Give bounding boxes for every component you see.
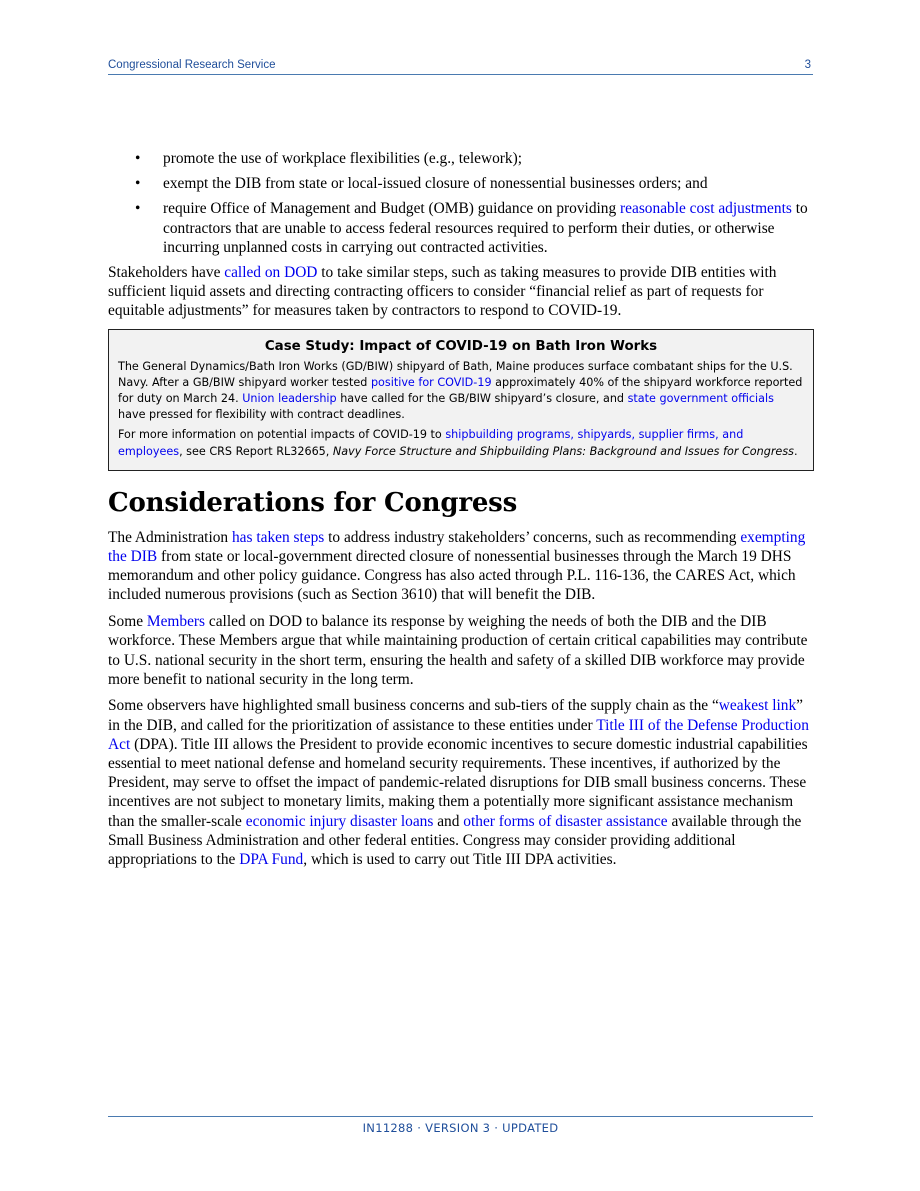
text-run: Stakeholders have <box>108 264 225 282</box>
bullet-item <box>108 149 814 168</box>
report-title: Navy Force Structure and Shipbuilding Plans: Background and Issues for Congress <box>332 444 794 458</box>
text-run: The General Dynamics/Bath Iron Works (GD/BIW) shipyard of Bath, Maine produces surface combatant ships for the U.S. Navy. After a GB/BIW shipyard worker tested <box>118 359 793 389</box>
section-heading: Considerations for Congress <box>108 487 518 518</box>
hyperlink[interactable]: Union leadership <box>242 392 337 406</box>
bullet-item <box>108 174 814 193</box>
body-paragraph <box>108 696 814 869</box>
text-run: . <box>793 444 798 458</box>
text-run: ” in the DIB, and called for the prioritization of assistance to these entities under <box>108 697 803 734</box>
text-run: , see CRS Report RL32665, <box>179 444 333 458</box>
bullet-item <box>108 199 814 257</box>
case-study-paragraph <box>118 359 804 424</box>
section-body <box>108 528 814 869</box>
text-run: have called for the GB/BIW shipyard’s closure, and <box>336 392 628 406</box>
text-run: Some <box>108 613 147 631</box>
hyperlink[interactable]: called on DOD <box>224 264 318 282</box>
text-run: to address industry stakeholders’ concerns, such as recommending <box>324 528 741 546</box>
hyperlink[interactable]: exempting the DIB <box>108 528 806 566</box>
hyperlink[interactable]: reasonable cost adjustments <box>620 200 792 218</box>
body-paragraph <box>108 528 814 605</box>
hyperlink[interactable]: shipbuilding programs, shipyards, supplier firms, and employees <box>118 428 744 458</box>
text-run: , which is used to carry out Title III DPA activities. <box>303 851 617 869</box>
text-run: exempt the DIB from state or local-issued closure of nonessential businesses orders; and <box>163 175 708 193</box>
hyperlink[interactable]: positive for COVID-19 <box>370 375 492 389</box>
text-run: require Office of Management and Budget (OMB) guidance on providing <box>163 200 621 218</box>
text-run: Some observers have highlighted small business concerns and sub-tiers of the supply chain as the “ <box>108 697 719 715</box>
hyperlink[interactable]: other forms of disaster assistance <box>463 812 668 830</box>
text-run: For more information on potential impacts of COVID-19 to <box>118 428 446 442</box>
hyperlink[interactable]: state government officials <box>627 392 774 406</box>
hyperlink[interactable]: economic injury disaster loans <box>245 812 434 830</box>
text-run: to contractors that are unable to access federal resources required to perform their duties, or otherwise incurring unplanned costs in carrying out contracted activities. <box>163 200 808 256</box>
case-study-box <box>108 329 814 471</box>
page-footer <box>108 1116 813 1135</box>
report-id: IN11288 · VERSION 3 · UPDATED <box>362 1121 559 1135</box>
hyperlink[interactable]: Members <box>146 613 206 631</box>
case-study-paragraph <box>118 427 804 459</box>
bullet-icon: • <box>135 150 141 167</box>
hyperlink[interactable]: DPA Fund <box>239 851 304 869</box>
body-paragraph <box>108 612 814 689</box>
intro-paragraph <box>108 263 814 321</box>
hyperlink[interactable]: weakest link <box>718 697 797 715</box>
text-run: (DPA). Title III allows the President to provide economic incentives to secure domestic industrial capabilities essential to meet national defense and homeland security requirements. These incentives, if authorized by the President, may serve to offset the impact of pandemic-related disruptions for DIB small business concerns. These incentives are not subject to monetary limits, making them a potentially more significant assistance mechanism than the smaller-scale <box>108 735 808 830</box>
case-study-text <box>118 359 804 460</box>
page-number: 3 <box>804 59 811 71</box>
text-run: to take similar steps, such as taking measures to provide DIB entities with sufficient liquid assets and directing contracting officers to consider “financial relief as part of requests for equitable adjustments” for measures taken by contractors to respond to COVID-19. <box>108 264 777 320</box>
bullet-icon: • <box>135 175 141 193</box>
text-run: The Administration <box>108 528 232 546</box>
text-run: have pressed for flexibility with contract deadlines. <box>118 408 405 422</box>
hyperlink[interactable]: has taken steps <box>231 528 325 546</box>
page-header <box>108 58 813 75</box>
document-body <box>108 149 814 877</box>
text-run: from state or local-government directed closure of nonessential businesses through the March 19 DHS memorandum and other policy guidance. Congress has also acted through P.L. 116-136, the CARES Act, which included numerous provisions (such as Section 3610) that will benefit the DIB. <box>108 548 796 604</box>
text-run: called on DOD to balance its response by weighing the needs of both the DIB and the DIB workforce. These Members argue that while maintaining production of certain critical capabilities may contribute to U.S. national security in the short term, ensuring the health and safety of a skilled DIB workforce may provide more benefit to national security in the long term. <box>108 613 808 688</box>
text-run: available through the Small Business Administration and other federal entities. Congress may consider providing additional appropriations to the <box>108 812 802 869</box>
case-study-title: Case Study: Impact of COVID-19 on Bath Iron Works <box>264 338 658 354</box>
hyperlink[interactable]: Title III of the Defense Production Act <box>108 716 809 753</box>
bullet-icon: • <box>135 200 141 218</box>
text-run: approximately 40% of the shipyard workforce reported for duty on March 24. <box>118 375 803 406</box>
text-run: promote the use of workplace flexibilities (e.g., telework); <box>163 150 522 167</box>
bullet-list <box>108 149 814 257</box>
text-run: and <box>433 812 464 830</box>
publisher-name: Congressional Research Service <box>108 59 276 71</box>
